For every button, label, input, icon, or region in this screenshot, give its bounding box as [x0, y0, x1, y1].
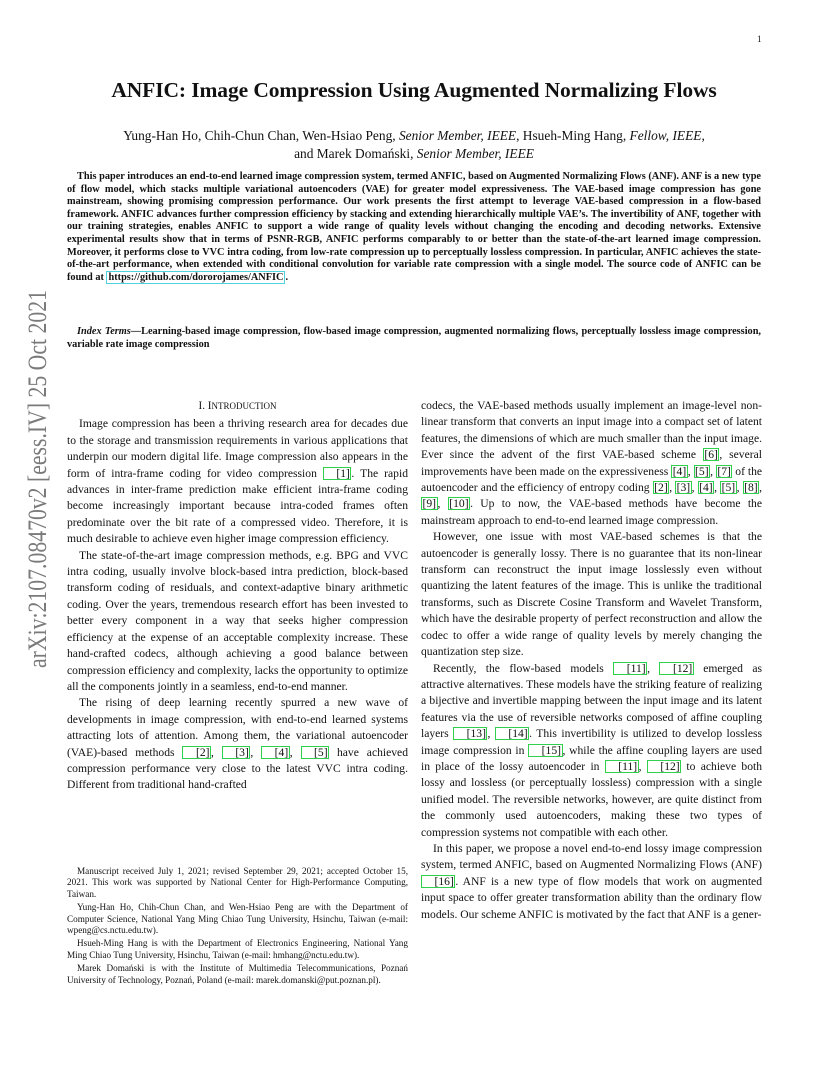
paragraph [421, 398, 762, 529]
text: In this paper, we propose a novel end-to-end lossy image compression system, termed ANFIC, based on Augmented Normalizing Flows (ANF) [421, 841, 762, 872]
footnote: Hsueh-Ming Hang is with the Department of Electronics Engineering, National Yang Ming Chiao Tung University, Hsinchu, Taiwan (e-mail: hmhang@nctu.edu.tw). [67, 938, 408, 960]
text: , [487, 727, 495, 741]
text: Recently, the flow-based models [433, 661, 614, 675]
abstract [67, 171, 761, 284]
paragraph [67, 416, 408, 547]
text: of the autoencoder and the efficiency of entropy coding [421, 464, 763, 495]
text: , [687, 464, 694, 478]
author-role: Senior Member, IEEE [416, 146, 534, 161]
citation-link[interactable]: [14] [495, 727, 529, 740]
text: The rising of deep learning recently spurred a new wave of developments in image compression, with end-to-end learned systems attracting lots of attention. Among them, the variational autoencoder (VAE)-based methods [67, 696, 408, 759]
citation-link[interactable]: [4] [672, 464, 687, 478]
citation-link[interactable]: [13] [453, 727, 487, 740]
authors-line2-names: and Marek Domański, [294, 146, 417, 161]
text: . This invertibility is utilized to develop lossless image compression in [421, 727, 762, 757]
text: , [714, 481, 721, 495]
citation-link[interactable]: [5] [301, 746, 330, 759]
text: codecs, the VAE-based methods usually implement an image-level non-linear transform that converts an input image into a compact set of latent features, the dimensions of which are much smaller than the input image. Ever since the advent of the first VAE-based scheme [421, 399, 762, 462]
citation-link[interactable]: [9] [422, 497, 437, 511]
paper-title: ANFIC: Image Compression Using Augmented Normalizing Flows [111, 78, 717, 102]
text: , [759, 481, 763, 495]
abstract-end: . [285, 271, 289, 283]
footnote: Manuscript received July 1, 2021; revised September 29, 2021; accepted October 15, 2021. This work was supported by National Center for High-Performance Computing, Taiwan. [67, 866, 408, 899]
author-role: Fellow, IEEE [629, 128, 702, 143]
text: . ANF is a new type of flow models that work on augmented input space to offer greater transformation ability than the ordinary flow models. Our scheme ANFIC is motivated by the fact that ANF is a gener- [421, 874, 762, 921]
authors-line1-end: , [701, 128, 705, 143]
paragraph [67, 695, 408, 793]
index-terms-text: —Learning-based image compression, flow-based image compression, augmented normalizing flows, perceptually lossless image compression, variable rate image compression [67, 326, 762, 350]
citation-link[interactable]: [3] [676, 481, 691, 495]
text: , [210, 745, 222, 759]
heading-first-letter: I [207, 400, 212, 412]
citation-link[interactable]: [12] [659, 662, 693, 675]
footnote: Yung-Han Ho, Chih-Chun Chan, and Wen-Hsiao Peng are with the Department of Computer Science, National Yang Ming Chiao Tung University, Hsinchu, Taiwan (e-mail: wpeng@cs.nctu.edu.tw). [67, 902, 408, 936]
page-number: 1 [757, 34, 762, 44]
citation-link[interactable]: [10] [449, 497, 469, 511]
text: , [736, 481, 743, 495]
abstract-text: This paper introduces an end-to-end learned image compression system, termed ANFIC, based on Augmented Normalizing Flows (ANF). ANF is a new type of flow model, which stacks multiple variational autoencoders (VAE) for greater model expressiveness. The VAE-based image compression has gone mainstream, showing promising compression performance. Our work presents the first attempt to leverage VAE-based compression in a flow-based framework. ANFIC advances further compression efficiency by stacking and extending hierarchically multiple VAE’s. The invertibility of ANF, together with our training strategies, enables ANFIC to support a wide range of quality levels without changing the encoding and decoding networks. Extensive experimental results show that in terms of PSNR-RGB, ANFIC performs comparably to or better than the state-of-the-art learned image compression. Moreover, it performs close to VVC intra coding, from low-rate compression up to perceptually lossless compression. In particular, ANFIC achieves the state-of-the-art performance, when extended with conditional convolution for variable rate compression with a single model. The source code of ANFIC can be found at [67, 171, 761, 283]
arxiv-stamp-svg [14, 288, 58, 668]
arxiv-stamp [14, 288, 58, 668]
author-role: Senior Member, IEEE [398, 128, 517, 143]
citation-link[interactable]: [16] [421, 875, 455, 888]
arxiv-id: arXiv:2107.08470v2 [eess.IV] 25 Oct 2021 [22, 288, 52, 668]
text: , [437, 497, 448, 511]
citation-link[interactable]: [1] [323, 467, 352, 480]
authors [60, 127, 768, 163]
text: to achieve both lossy and lossless (or perceptually lossless) compression with a single unified model. The reversible networks, however, are quite distinct from the commonly used autoencoders, making these two types of compression systems not compatible with each other. [421, 759, 763, 839]
authors-line1-names: Yung-Han Ho, Chih-Chun Chan, Wen-Hsiao Peng, [123, 128, 399, 143]
citation-link[interactable]: [4] [699, 481, 713, 495]
citation-link[interactable]: [6] [704, 448, 718, 462]
footnote: Marek Domański is with the Institute of Multimedia Telecommunications, Poznań University of Technology, Poznań, Poland (e-mail: marek.domanski@put.poznan.pl). [67, 963, 408, 985]
paragraph [421, 841, 762, 923]
source-code-link[interactable]: https://github.com/dororojames/ANFIC [108, 271, 284, 283]
heading-number: I. [198, 400, 208, 412]
text: . Up to now, the VAE-based methods have become the mainstream approach to end-to-end learned image compression. [421, 497, 763, 527]
citation-link[interactable]: [7] [717, 464, 731, 478]
text: , [669, 481, 676, 495]
citation-link[interactable]: [15] [528, 744, 562, 757]
text: , [710, 464, 716, 478]
footnotes [67, 866, 408, 988]
right-column [421, 398, 762, 923]
text: emerged as attractive alternatives. These models have the striking feature of realizing a bijective and invertible mapping between the input image and its latent features via the use of reversible networks composed of affine coupling layers [421, 661, 762, 741]
citation-link[interactable]: [5] [721, 481, 736, 495]
citation-link[interactable]: [11] [613, 662, 647, 675]
citation-link[interactable]: [8] [744, 481, 758, 495]
citation-link[interactable]: [11] [605, 760, 639, 773]
index-terms-label: Index Terms [77, 326, 131, 337]
text: , [647, 661, 660, 675]
text: . The rapid advances in inter-frame prediction make efficient intra-frame coding become increasingly important because intra-coded frames often predominate over the bit rate of a compressed video. Therefore, it is much desirable to achieve even higher image compression efficiency. [67, 466, 408, 546]
citation-link[interactable]: [2] [654, 481, 668, 495]
citation-link[interactable]: [12] [647, 760, 681, 773]
text: , [638, 759, 647, 773]
index-terms [67, 325, 761, 351]
text: , [250, 745, 262, 759]
left-column [67, 398, 408, 794]
citation-link[interactable]: [4] [261, 746, 290, 759]
paragraph: The state-of-the-art image compression methods, e.g. BPG and VVC intra coding, usually involve block-based intra prediction, block-based transform coding of residuals, and context-adaptive binary arithmetic coding. Over the years, tremendous research effort has been invested to better every component in a way that seeks higher compression efficiency at the expense of an acceptable complexity increase. These hand-crafted codecs, although achieving a good balance between compression efficiency and complexity, lacks the opportunity to optimize all the components jointly in a seamless, end-to-end manner. [67, 548, 408, 693]
paragraph: However, one issue with most VAE-based schemes is that the autoencoder is generally lossy. There is no guarantee that its non-linear transform can reconstruct the input image losslessly even without quantizing the latent features of the image. This is unlike the traditional transforms, such as Discrete Cosine Transform and Wavelet Transform, which have the desirable property of perfect reconstruction and allow the codec to offer a wide range of quality levels by merely changing the quantization step size. [421, 530, 762, 659]
text: Image compression has been a thriving research area for decades due to the storage and transmission requirements in various applications that underpin our modern digital life. Image compression also appears in the form of intra-frame coding for video compression [67, 417, 408, 480]
authors-line1-names: , Hsueh-Ming Hang, [516, 128, 630, 143]
text: , several improvements have been made on the expressiveness [421, 448, 762, 478]
text: , while the affine coupling layers are used in place of the lossy autoencoder in [421, 743, 762, 773]
text: , [289, 745, 301, 759]
citation-link[interactable]: [3] [222, 746, 251, 759]
section-heading-introduction [67, 398, 408, 414]
text: have achieved compression performance very close to the latest VVC intra coding. Different from traditional hand-crafted [67, 745, 408, 792]
citation-link[interactable]: [2] [182, 746, 211, 759]
citation-link[interactable]: [5] [695, 464, 709, 478]
text: , [691, 481, 698, 495]
paragraph [421, 661, 762, 841]
heading-rest: NTRODUCTION [211, 401, 277, 411]
